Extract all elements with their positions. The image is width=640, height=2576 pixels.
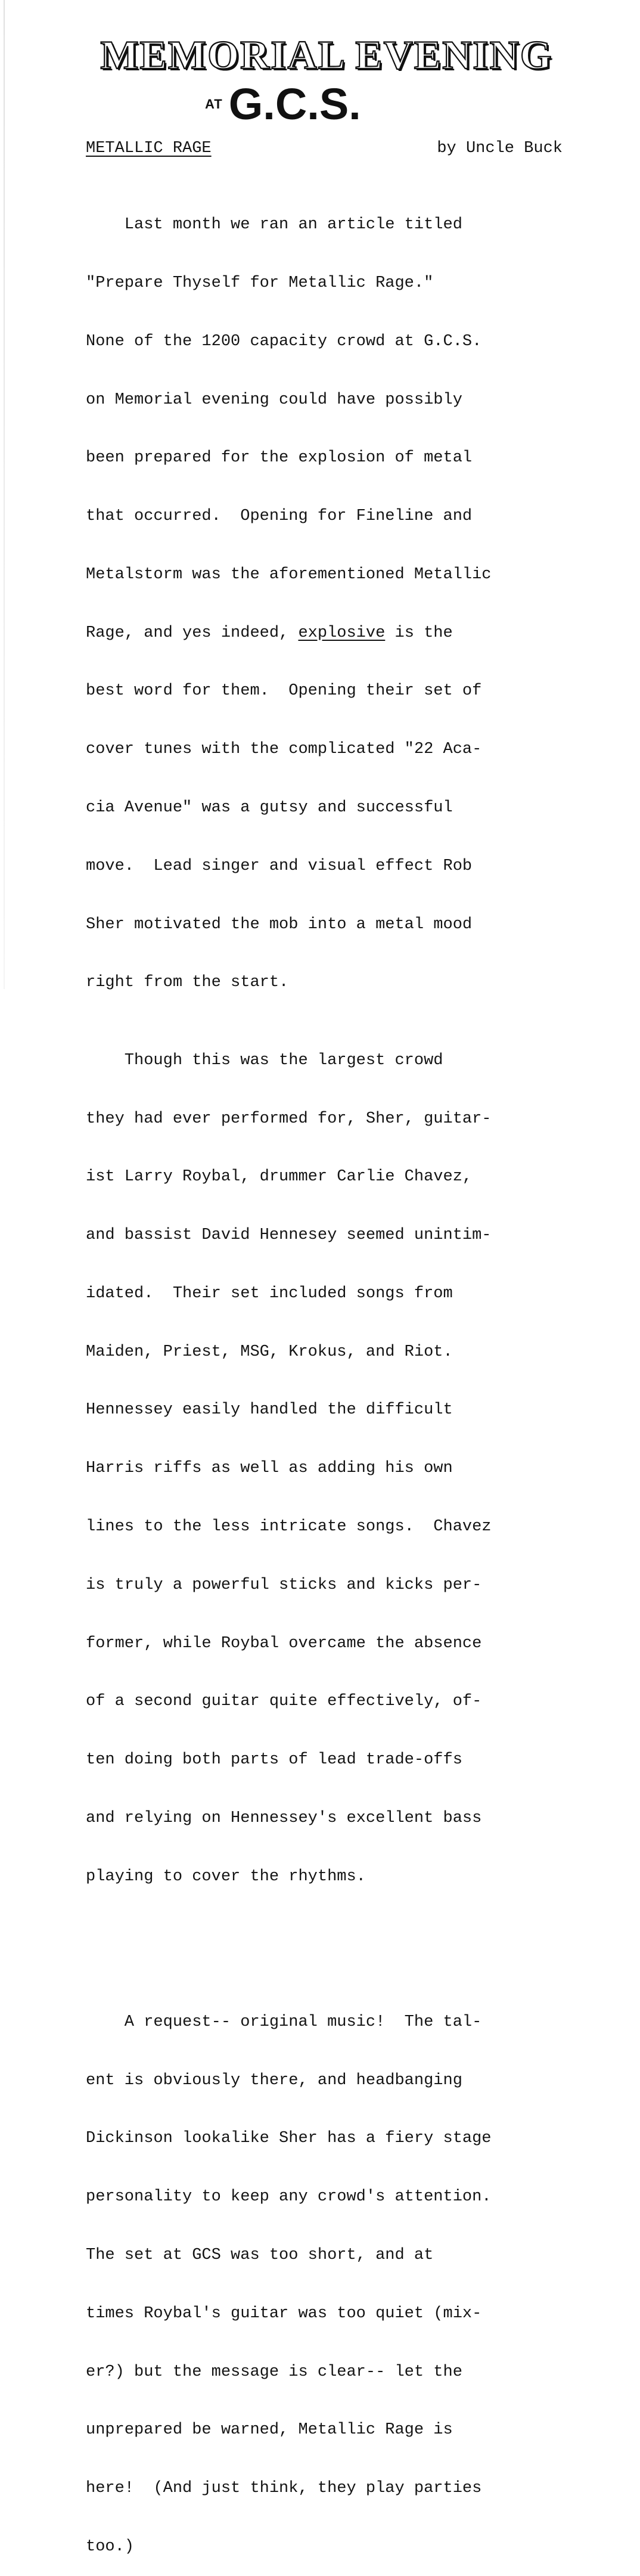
article-line: Last month we ran an article titled — [86, 216, 462, 234]
article-line: unprepared be warned, Metallic Rage is — [86, 2421, 453, 2439]
article-line: been prepared for the explosion of metal — [86, 449, 473, 467]
article-line: here! (And just think, they play parties — [86, 2479, 482, 2498]
author-byline: by Uncle Buck — [437, 140, 563, 157]
headline-subhead — [205, 79, 361, 129]
article-line: on Memorial evening could have possibly — [86, 390, 462, 409]
page-edge — [4, 0, 5, 989]
article-line: The set at GCS was too short, and at — [86, 2246, 434, 2264]
headline-title: MEMORIAL EVENING — [100, 32, 553, 78]
article-line: move. Lead singer and visual effect Rob — [86, 857, 473, 875]
article-line: ist Larry Roybal, drummer Carlie Chavez, — [86, 1168, 473, 1186]
article-line: former, while Roybal overcame the absence — [86, 1634, 482, 1653]
article-line: Hennessey easily handled the difficult — [86, 1401, 453, 1419]
article-line: Dickinson lookalike Sher has a fiery stage — [86, 2129, 492, 2148]
article-line: Maiden, Priest, MSG, Krokus, and Riot. — [86, 1343, 453, 1361]
article-line: "Prepare Thyself for Metallic Rage." — [86, 274, 434, 292]
article-line: and relying on Hennessey's excellent bass — [86, 1809, 482, 1827]
article-line: lines to the less intricate songs. Chavez — [86, 1517, 492, 1536]
headline-at: AT — [205, 97, 223, 111]
article-line: A request-- original music! The tal- — [86, 2013, 482, 2031]
article-line: ent is obviously there, and headbanging — [86, 2071, 462, 2090]
headline-venue: G.C.S. — [228, 79, 361, 129]
article-line: ten doing both parts of lead trade-offs — [86, 1751, 462, 1769]
article-line-text: is the — [385, 624, 453, 642]
article-line: they had ever performed for, Sher, guitar- — [86, 1109, 492, 1128]
article-line — [86, 624, 574, 643]
article-line: Metalstorm was the aforementioned Metallic — [86, 565, 492, 584]
article-line: cover tunes with the complicated "22 Aca- — [86, 740, 482, 759]
article-line: Though this was the largest crowd — [86, 1051, 443, 1070]
article-line: Sher motivated the mob into a metal mood — [86, 915, 473, 934]
emphasis-word: explosive — [298, 624, 386, 642]
article-line: too.) — [86, 2537, 135, 2556]
article-line: None of the 1200 capacity crowd at G.C.S. — [86, 332, 482, 351]
article-line-text: Rage, and yes indeed, — [86, 624, 299, 642]
article-line: is truly a powerful sticks and kicks per- — [86, 1576, 482, 1594]
article-line: of a second guitar quite effectively, of- — [86, 1692, 482, 1711]
paragraph-gap — [86, 1945, 574, 1954]
article-body — [86, 176, 574, 2576]
article-line: that occurred. Opening for Fineline and — [86, 507, 473, 526]
article-line: cia Avenue" was a gutsy and successful — [86, 799, 453, 817]
article-line: idated. Their set included songs from — [86, 1284, 453, 1303]
article-line: Harris riffs as well as adding his own — [86, 1459, 453, 1478]
article-line: playing to cover the rhythms. — [86, 1867, 366, 1886]
article-line: best word for them. Opening their set of — [86, 682, 482, 700]
article-line: personality to keep any crowd's attention. — [86, 2188, 492, 2206]
article-line: times Roybal's guitar was too quiet (mix- — [86, 2304, 482, 2323]
section-title: METALLIC RAGE — [86, 140, 212, 157]
article-line: right from the start. — [86, 974, 289, 992]
article-line: and bassist David Hennesey seemed unintim- — [86, 1226, 492, 1245]
article-line: er?) but the message is clear-- let the — [86, 2363, 462, 2381]
